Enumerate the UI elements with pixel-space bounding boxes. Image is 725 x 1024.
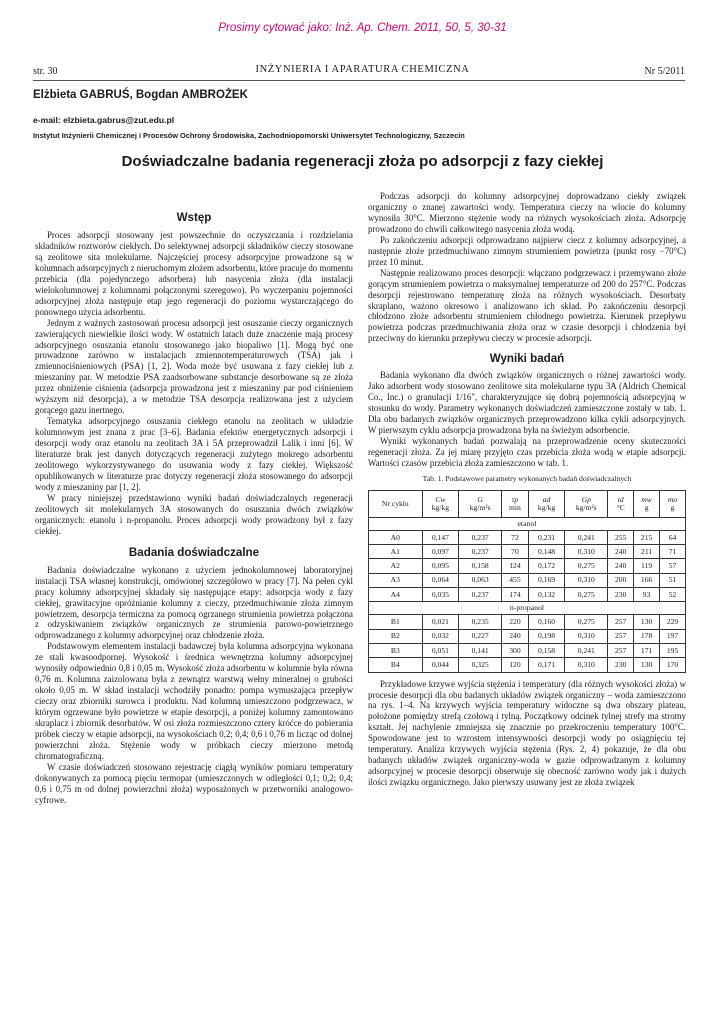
- table-cell: 220: [502, 615, 529, 629]
- table-cell: 255: [608, 530, 634, 544]
- table-cell: 166: [634, 573, 660, 587]
- table-cell: A4: [369, 588, 423, 602]
- table-cell: 0,325: [459, 658, 502, 672]
- table-cell: 0,310: [565, 545, 608, 559]
- table-cell: 130: [634, 615, 660, 629]
- table-header-cell: [565, 490, 608, 517]
- paragraph: Następnie realizowano proces desorpcji: włączano podgrzewacz i przemywano złoże gorącym strumieniem powietrza o maksymalnej temperaturze od 200 do 257°C. Podczas desorpcji rejestrowano temperaturę złoża na różnych wysokościach. Desorbaty skraplano, ważono okresowo i analizowano ich skład. Po zakończeniu desorpcji chłodzono złoże adsorbentu strumieniem chłodnego powietrza. Kierunek przepływu powietrza podczas przedmuchiwania złoża oraz w czasie desorpcji i chłodzenia był przeciwny do kierunku przepływu cieczy w procesie adsorpcji.: [368, 267, 686, 344]
- table-cell: 171: [634, 643, 660, 657]
- table-cell: 229: [660, 615, 686, 629]
- table-cell: 119: [634, 559, 660, 573]
- header-symbol: ad: [542, 494, 551, 504]
- paragraph: Podstawowym elementem instalacji badawczej była kolumna adsorpcyjna wykonana ze stali kwasoodpornej. Wysokość i średnica wewnętrzna kolumny adsorpcyjnej wynosiły odpowiednio 0,8 i 0,05 m. Wysokość złoża adsorbentu w kolumnie była równa 0,76 m. Kolumna zaizolowana była z zewnątrz warstwą wełny mineralnej o grubości około 0,05 m. W skład instalacji wchodziły ponadto: pompa wymuszająca przepływ cieczy oraz zbiorniki surowca i produktu. Nad kolumną umieszczono podgrzewacz, w którym ogrzewane było powietrze w etapie desorpcji, a poniżej kolumny zamontowano skraplacz i zbiornik desorbatów. W osi złoża rozmieszczono cztery króćce do pobierania próbek cieczy w etapie adsorpcji, na wysokościach 0,2; 0,4; 0,6 i 0,76 m licząc od dolnej powierzchni złoża. Stężenie wody w próbkach cieczy mierzono metodą chromatograficzną.: [35, 641, 353, 761]
- table-cell: 93: [634, 588, 660, 602]
- table-cell: A1: [369, 545, 423, 559]
- table-cell: 0,169: [528, 573, 565, 587]
- header-symbol: mw: [641, 494, 652, 504]
- table-cell: 257: [608, 629, 634, 643]
- table-header-row: [369, 490, 686, 517]
- section-heading-intro: Wstęp: [176, 211, 212, 224]
- table-cell: 174: [502, 588, 529, 602]
- header-symbol: Nr cyklu: [381, 498, 409, 508]
- header-unit: kg/m²s: [575, 502, 597, 512]
- table-cell: 0,097: [422, 545, 459, 559]
- table-cell: 52: [660, 588, 686, 602]
- table-cell: 240: [608, 559, 634, 573]
- table-cell: 178: [634, 629, 660, 643]
- table-cell: 0,171: [528, 658, 565, 672]
- table-cell: 0,063: [459, 573, 502, 587]
- header-unit: g: [644, 502, 649, 512]
- table-cell: 0,275: [565, 559, 608, 573]
- table-row: [369, 643, 686, 657]
- table-header-cell: [608, 490, 634, 517]
- table-cell: 57: [660, 559, 686, 573]
- table-cell: 257: [608, 615, 634, 629]
- table-cell: 0,147: [422, 530, 459, 544]
- table-cell: 70: [502, 545, 529, 559]
- table-cell: 0,051: [422, 643, 459, 657]
- table-cell: 130: [634, 658, 660, 672]
- page-number: str. 30: [33, 66, 58, 77]
- paragraph: Wyniki wykonanych badań pozwalają na przeprowadzenie oceny skuteczności regeneracji złoża. Za jej miarę przyjęto czas przebicia złoża wodą w etapie adsorpcji. Wartości czasów przebicia złoża zamieszczono w tab. 1.: [368, 436, 686, 468]
- table-cell: 215: [634, 530, 660, 544]
- authors: Elżbieta GABRUŚ, Bogdan AMBROŻEK: [33, 89, 248, 101]
- table-cell: 0,141: [459, 643, 502, 657]
- table-cell: 197: [660, 629, 686, 643]
- table-cell: 0,310: [565, 629, 608, 643]
- header-unit: kg/kg: [537, 502, 556, 512]
- table-cell: 0,275: [565, 588, 608, 602]
- header-symbol: Gp: [581, 494, 591, 504]
- table-cell: 0,158: [528, 643, 565, 657]
- table-row: [369, 530, 686, 544]
- table-cell: 0,160: [528, 615, 565, 629]
- paragraph: Podczas adsorpcji do kolumny adsorpcyjnej doprowadzano ciekły związek organiczny o znanej zawartości wody. Temperatura cieczy na wlocie do kolumny wynosiła 30°C. Mierzono stężenie wody na różnych wysokościach złoża. Adsorpcję prowadzono do chwili całkowitego nasycenia złoża wodą.: [368, 191, 686, 234]
- table-cell: 0,227: [459, 629, 502, 643]
- table-row: [369, 545, 686, 559]
- table-cell: 0,241: [565, 530, 608, 544]
- table-header-cell: [422, 490, 459, 517]
- table-cell: 0,044: [422, 658, 459, 672]
- table-cell: 0,132: [528, 588, 565, 602]
- table-cell: 195: [660, 643, 686, 657]
- journal-name: INŻYNIERIA I APARATURA CHEMICZNA: [255, 64, 470, 75]
- table-cell: 211: [634, 545, 660, 559]
- table-cell: 64: [660, 530, 686, 544]
- header-symbol: mo: [667, 494, 678, 504]
- table-cell: 0,095: [422, 559, 459, 573]
- table-cell: 120: [502, 658, 529, 672]
- table-cell: 124: [502, 559, 529, 573]
- paragraph: W czasie doświadczeń stosowano rejestrację ciągłą wyników pomiaru temperatury dokonywanych za pomocą pięciu termopar (umieszczonych w odległości 0,1; 0,2; 0,4; 0,6 i 0,75 m od dolnej powierzchni złoża) wyposażonych w przetworniki analogowo-cyfrowe.: [35, 761, 353, 805]
- section-heading-results: Wyniki badań: [489, 352, 565, 366]
- table-group-label: etanol: [369, 517, 686, 530]
- table-header-cell: [528, 490, 565, 517]
- table-cell: 200: [608, 573, 634, 587]
- table-cell: 0,158: [459, 559, 502, 573]
- table-cell: 72: [502, 530, 529, 544]
- table-header-cell: [369, 490, 423, 517]
- header-rule: [33, 80, 685, 81]
- table-cell: 0,310: [565, 658, 608, 672]
- table-cell: A3: [369, 573, 423, 587]
- table-header-cell: [502, 490, 529, 517]
- table-row: [369, 615, 686, 629]
- header-unit: kg/m²s: [469, 502, 491, 512]
- header-symbol: τp: [511, 494, 519, 504]
- table-cell: 170: [660, 658, 686, 672]
- paragraph: Jednym z ważnych zastosowań procesu adsorpcji jest osuszanie cieczy organicznych zawierających niewielkie ilości wody. W ostatnich latach duże znaczenie mają procesy adsorpcyjnego osuszania etanolu stosowanego jako biopaliwo [1]. Mogą być one prowadzone zarówno w instalacjach zmiennotemperaturowych (TSA) jak i zmiennociśnieniowych (PSA) [1, 2]. Woda może być usuwana z fazy ciekłej lub z mieszaniny par. W metodzie PSA zaadsorbowane substancje desorbowane są ze złoża przez obniżenie ciśnienia (adsorpcja prowadzona jest z mieszaniny par pod ciśnieniem wyższym niż desorpcja), a w metodzie TSA desorpcja realizowana jest z użyciem gorącego gazu inertnego.: [35, 317, 353, 416]
- table-group-row: [369, 602, 686, 615]
- table-cell: 0,231: [528, 530, 565, 544]
- citation-note: Prosimy cytować jako: Inż. Ap. Chem. 2011, 50, 5, 30-31: [218, 22, 507, 34]
- table-cell: 230: [608, 588, 634, 602]
- table-cell: 0,198: [528, 629, 565, 643]
- table-cell: 0,275: [565, 615, 608, 629]
- table-header-cell: [459, 490, 502, 517]
- paragraph: Przykładowe krzywe wyjścia stężenia i temperatury (dla różnych wysokości złoża) w procesie desorpcji dla obu badanych układów związek organiczny – woda zamieszczono na rys. 1–4. Na krzywych wyjścia temperatury widoczne są dwa obszary plateau, położone pomiędzy strefą czołową i tylną. Początkowy odcinek tylnej strefy ma stromy kształt. Jej nachylenie zmniejsza się znacznie po przekroczeniu temperatury 100°C. Spowodowane jest to wzrostem intensywności desorpcji wody po osiągnięciu tej temperatury. Analiza krzywych wyjścia stężenia (Rys. 2, 4) pokazuje, że dla obu badanych układów związek organiczny-woda w gazie odprowadzanym z kolumny adsorpcyjnej w procesie desorpcji obserwuje się obecność zarówno wody jak i dużych ilości związku organicznego. Jako pierwszy usuwany jest ze złoża związek: [368, 678, 686, 788]
- header-symbol: Cw: [435, 494, 446, 504]
- table-cell: 0,148: [528, 545, 565, 559]
- table-cell: 0,237: [459, 588, 502, 602]
- table-row: [369, 573, 686, 587]
- header-unit: g: [670, 502, 675, 512]
- table-cell: 0,021: [422, 615, 459, 629]
- table-cell: 0,237: [459, 545, 502, 559]
- author-email: e-mail: elzbieta.gabrus@zut.edu.pl: [33, 115, 175, 125]
- table-cell: 240: [502, 629, 529, 643]
- table-cell: 455: [502, 573, 529, 587]
- left-column: [35, 210, 353, 806]
- table-cell: 0,172: [528, 559, 565, 573]
- paragraph: Tematyka adsorpcyjnego osuszania ciekłego etanolu na zeolitach w układzie kolumnowym jest znana z prac [3–6]. Badania efektów energetycznych adsorpcji i desorpcji wody oraz etanolu na zeolitach 3A i 5A przeprowadził Lalik i inni [6]. W literaturze brak jest danych dotyczących regeneracji zużytego mokrego adsorbentu zeolitowego wykorzystywanego do usuwania wody z fazy ciekłej. Większość opublikowanych w literaturze prac dotyczy regeneracji złoża stosowanego do adsorpcji wody z mieszaniny par [1, 2].: [35, 416, 353, 492]
- table-cell: 71: [660, 545, 686, 559]
- table-header-cell: [660, 490, 686, 517]
- paragraph: Proces adsorpcji stosowany jest powszechnie do oczyszczania i rozdzielania składników roztworów ciekłych. Do selektywnej adsorpcji składników cieczy stosowane są zeolitowe sita molekularne. Najczęściej procesy adsorpcyjne prowadzone są w kolumnach adsorpcyjnych z nieruchomym złożem adsorbentu, które pracuje do momentu przebicia (dla pojedynczego adsorbera) lub nasycenia złoża (dla instalacji wielokolumnowej z kolumnami połączonymi szeregowo). Po wyczerpaniu pojemności adsorpcyjnej złoża następuje etap jego regeneracji do poziomu wystarczającego do ponownego użycia adsorbentu.: [35, 230, 353, 317]
- table-cell: 0,237: [459, 530, 502, 544]
- table-row: [369, 629, 686, 643]
- table-cell: A2: [369, 559, 423, 573]
- affiliation: Instytut Inżynierii Chemicznej i Procesów Ochrony Środowiska, Zachodniopomorski Uniwersytet Technologiczny, Szczecin: [33, 131, 465, 140]
- paragraph: Badania doświadczalne wykonano z użyciem jednokolumnowej laboratoryjnej instalacji TSA własnej konstrukcji, omówionej szczegółowo w pracy [7]. Na pełen cykl pracy kolumny adsorpcyjnej składały się następujące etapy: adsorpcja wody z fazy ciekłej, grawitacyjne opróżnianie kolumny z cieczy, przedmuchiwanie złoża zimnym powietrzem, desorpcja termiczna za pomocą ogrzanego strumienia powietrza połączona z odzyskiwaniem związków organicznych ze strumienia parowo-powietrznego odprowadzanego z kolumny adsorpcyjnej oraz chłodzenie złoża.: [35, 564, 353, 641]
- table-cell: 0,241: [565, 643, 608, 657]
- paragraph: Po zakończeniu adsorpcji odprowadzano najpierw ciecz z kolumny adsorpcyjnej, a następnie złoże przedmuchiwano zimnym strumieniem powietrza (punkt rosy −70°C) przez 10 minut.: [368, 234, 686, 267]
- table-header-cell: [634, 490, 660, 517]
- parameters-table: [368, 490, 686, 673]
- table-cell: B1: [369, 615, 423, 629]
- table-cell: B3: [369, 643, 423, 657]
- table-row: [369, 559, 686, 573]
- table-cell: 300: [502, 643, 529, 657]
- table-row: [369, 588, 686, 602]
- header-symbol: td: [617, 494, 624, 504]
- table-cell: 0,035: [422, 588, 459, 602]
- table-cell: 230: [608, 658, 634, 672]
- issue-number: Nr 5/2011: [644, 66, 685, 77]
- table-body: [369, 517, 686, 672]
- section-heading-experimental: Badania doświadczalne: [128, 545, 260, 559]
- table-cell: 51: [660, 573, 686, 587]
- table-cell: 0,310: [565, 573, 608, 587]
- table-cell: 257: [608, 643, 634, 657]
- header-symbol: G: [477, 494, 483, 504]
- right-column: [368, 191, 686, 788]
- header-unit: min: [509, 502, 521, 512]
- paragraph: W pracy niniejszej przedstawiono wyniki badań doświadczalnych regeneracji zeolitowych sit molekularnych 3A stosowanych do osuszania dwóch związków organicznych: etanolu i n-propanolu. Proces adsorpcji wody prowadzony był z fazy ciekłej.: [35, 492, 353, 536]
- table-group-row: [369, 517, 686, 530]
- table-cell: 240: [608, 545, 634, 559]
- table-cell: 0,064: [422, 573, 459, 587]
- table-row: [369, 658, 686, 672]
- header-unit: °C: [616, 502, 625, 512]
- table-cell: 0,235: [459, 615, 502, 629]
- table-cell: B4: [369, 658, 423, 672]
- table-caption: Tab. 1. Podstawowe parametry wykonanych badań doświadczalnych: [422, 473, 632, 483]
- table-group-label: n-propanol: [369, 602, 686, 615]
- table-cell: 0,032: [422, 629, 459, 643]
- paper-title: Doświadczalne badania regeneracji złoża po adsorpcji z fazy ciekłej: [121, 153, 604, 170]
- header-unit: kg/kg: [431, 502, 450, 512]
- paragraph: Badania wykonano dla dwóch związków organicznych o różnej zawartości wody. Jako adsorbent wody stosowano zeolitowe sita molekularne typu 3A (Aldrich Chemical Co., Inc.) o granulacji 1/16", charakteryzujące się dobrą pojemnością adsorpcyjną w stosunku do wody. Parametry wykonanych doświadczeń zamieszczone zostały w tab. 1. Dla obu badanych związków organicznych przeprowadzono kilka cykli adsorpcyjnych. W pierwszym cyklu adsorpcja prowadzona była na świeżym adsorbencie.: [368, 370, 686, 436]
- table-cell: B2: [369, 629, 423, 643]
- table-cell: A0: [369, 530, 423, 544]
